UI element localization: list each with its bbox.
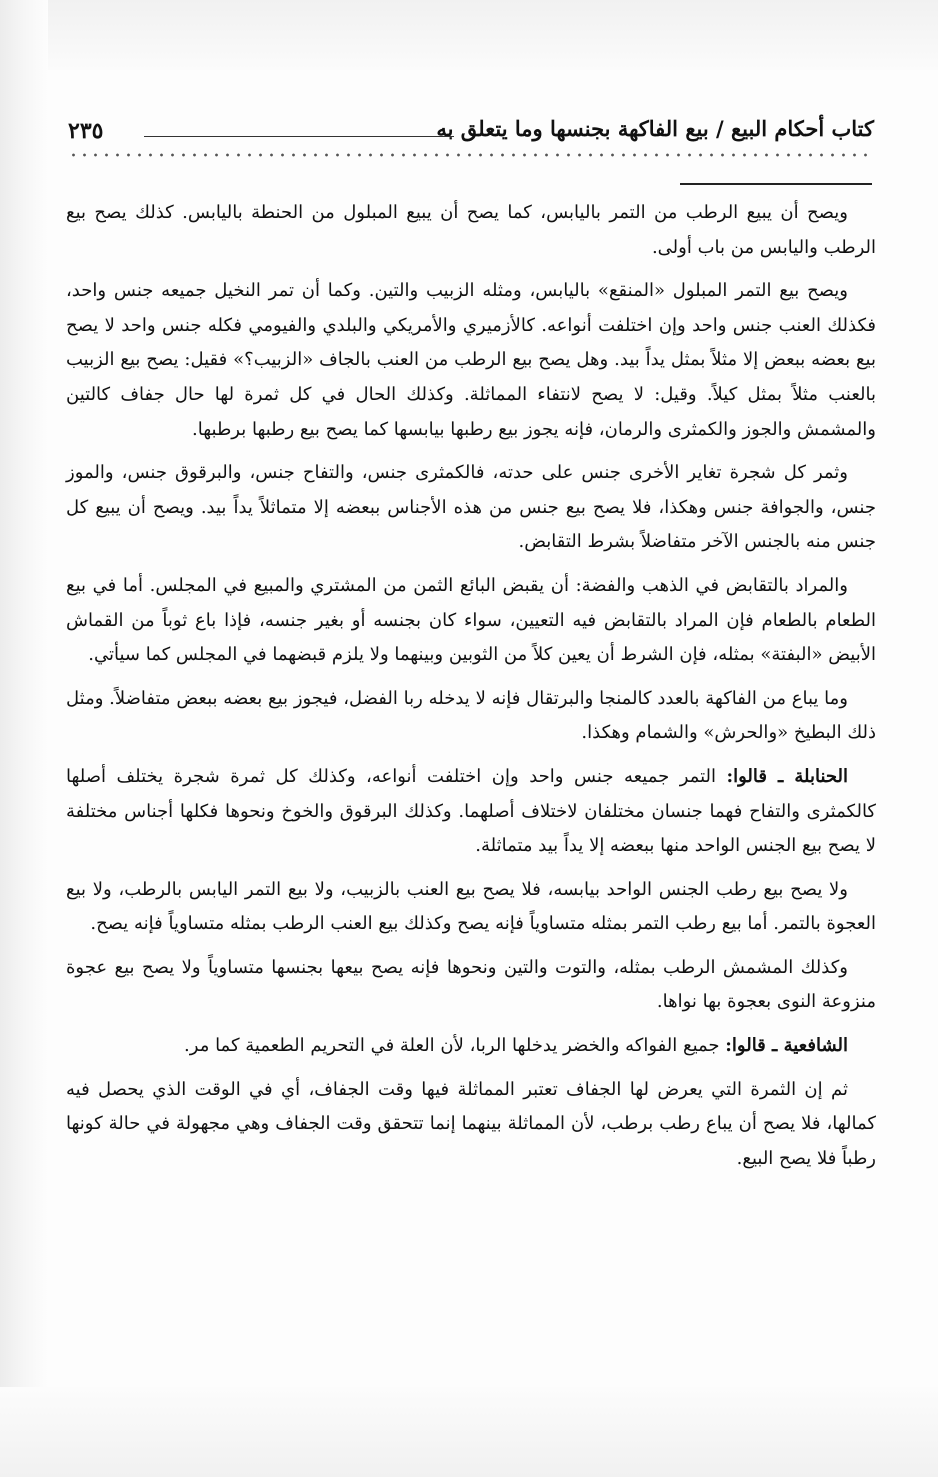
paragraph: [66, 682, 876, 751]
scan-shadow-bottom: [0, 1387, 938, 1477]
paragraph: [66, 456, 876, 560]
running-header-title: كتاب أحكام البيع / بيع الفاكهة بجنسها وما يتعلق به: [436, 116, 874, 141]
paragraph-lead: الشافعية ـ قالوا:: [725, 1035, 848, 1057]
paragraph-lead: الحنابلة ـ قالوا:: [726, 765, 848, 787]
paragraph: [66, 951, 876, 1020]
paragraph-text: ويصح بيع التمر المبلول «المنقع» باليابس، ومثله الزبيب والتين. وكما أن تمر النخيل جميعه جنس واحد، فكذلك العنب جنس واحد وإن اختلفت أنواعه. كالأزميري والأمريكي والبلدي والفيومي فكله جنس واحد لا يصح بيع بعضه ببعض إلا مثلاً بمثل يداً بيد. وهل يصح بيع الرطب من العنب بالجاف «الزبيب؟» فقيل: يصح بيع الزبيب بالعنب مثلاً بمثل كيلاً. وقيل: لا يصح لانتفاء المماثلة. وكذلك الحال في كل ثمرة لها حال جفاف كالتين والمشمش والجوز والكمثرى والرمان، فإنه يجوز بيع رطبها بيابسها كما يصح بيع رطبها برطبها.: [66, 280, 876, 440]
paragraph-text: جميع الفواكه والخضر يدخلها الربا، لأن العلة في التحريم الطعمية كما مر.: [184, 1035, 726, 1057]
paragraph-text: والمراد بالتقابض في الذهب والفضة: أن يقبض البائع الثمن من المشتري والمبيع في المجلس. أما في بيع الطعام بالطعام فإن المراد بالتقابض فيه التعيين، سواء كان بجنسه أو بغير جنسه، فإذا باع ثوباً من القماش الأبيض «البفتة» بمثله، فإن الشرط أن يعين كلاً من الثوبين وبينهما ولا يلزم قبضهما في المجلس كما سيأتي.: [66, 574, 876, 666]
paragraph: [66, 1029, 876, 1064]
running-header: [68, 110, 874, 150]
paragraph-text: التمر جميعه جنس واحد وإن اختلفت أنواعه، وكذلك كل ثمرة شجرة يختلف أصلها كالكمثرى والتفاح فهما جنسان مختلفان لاختلاف أصلهما. وكذلك البرقوق والخوخ ونحوها فكلها أجناس مختلفة لا يصح بيع الجنس الواحد منها ببعضه إلا يداً بيد متماثلة.: [66, 765, 876, 857]
paragraph-text: وكذلك المشمش الرطب بمثله، والتوت والتين ونحوها فإنه يصح بيعها بجنسها متساوياً ولا يصح بيع عجوة منزوعة النوى بعجوة بها نواها.: [66, 956, 876, 1013]
header-leader-line: [144, 136, 454, 137]
paragraph: [66, 569, 876, 673]
paragraph: [66, 274, 876, 447]
paragraph: [66, 1073, 876, 1177]
body-text: [66, 196, 876, 1185]
paragraph-text: ويصح أن يبيع الرطب من التمر باليابس، كما يصح أن يبيع المبلول من الحنطة باليابس. كذلك يصح بيع الرطب واليابس من باب أولى.: [66, 202, 876, 258]
paragraph: [66, 873, 876, 942]
header-dotted-rule: [68, 152, 874, 158]
paragraph: [66, 760, 876, 864]
paragraph-text: وما يباع من الفاكهة بالعدد كالمنجا والبرتقال فإنه لا يدخله ربا الفضل، فيجوز بيع بعضه ببعض متفاضلاً. ومثل ذلك البطيخ «والحرش» والشمام وهكذا.: [66, 687, 876, 744]
paragraph-text: وثمر كل شجرة تغاير الأخرى جنس على حدته، فالكمثرى جنس، والتفاح جنس، والبرقوق جنس، والموز جنس، والجوافة جنس وهكذا، فلا يصح بيع جنس من هذه الأجناس ببعضه إلا متماثلاً يداً بيد. ويصح أن يبيع كل جنس منه بالجنس الآخر متفاضلاً بشرط التقابض.: [66, 462, 876, 553]
paragraph-text: ولا يصح بيع رطب الجنس الواحد بيابسه، فلا يصح بيع العنب بالزبيب، ولا بيع التمر اليابس بالرطب، ولا بيع العجوة بالتمر. أما بيع رطب التمر بمثله متساوياً فإنه يصح وكذلك بيع العنب الرطب بمثله متساوياً فإنه يصح.: [66, 878, 876, 935]
scan-shadow-left: [0, 0, 48, 1477]
paragraph-text: ثم إن الثمرة التي يعرض لها الجفاف تعتبر المماثلة فيها وقت الجفاف، أي في الوقت الذي يحصل فيه كمالها، فلا يصح أن يباع رطب برطب، لأن المماثلة بينهما إنما تتحقق وقت الجفاف وهي مجهولة في حالة كونها رطباً فلا يصح البيع.: [66, 1078, 876, 1169]
page-number: ٢٣٥: [68, 118, 104, 144]
section-top-rule: [680, 183, 872, 185]
paragraph: [66, 196, 876, 265]
scan-shadow-top: [0, 0, 938, 70]
